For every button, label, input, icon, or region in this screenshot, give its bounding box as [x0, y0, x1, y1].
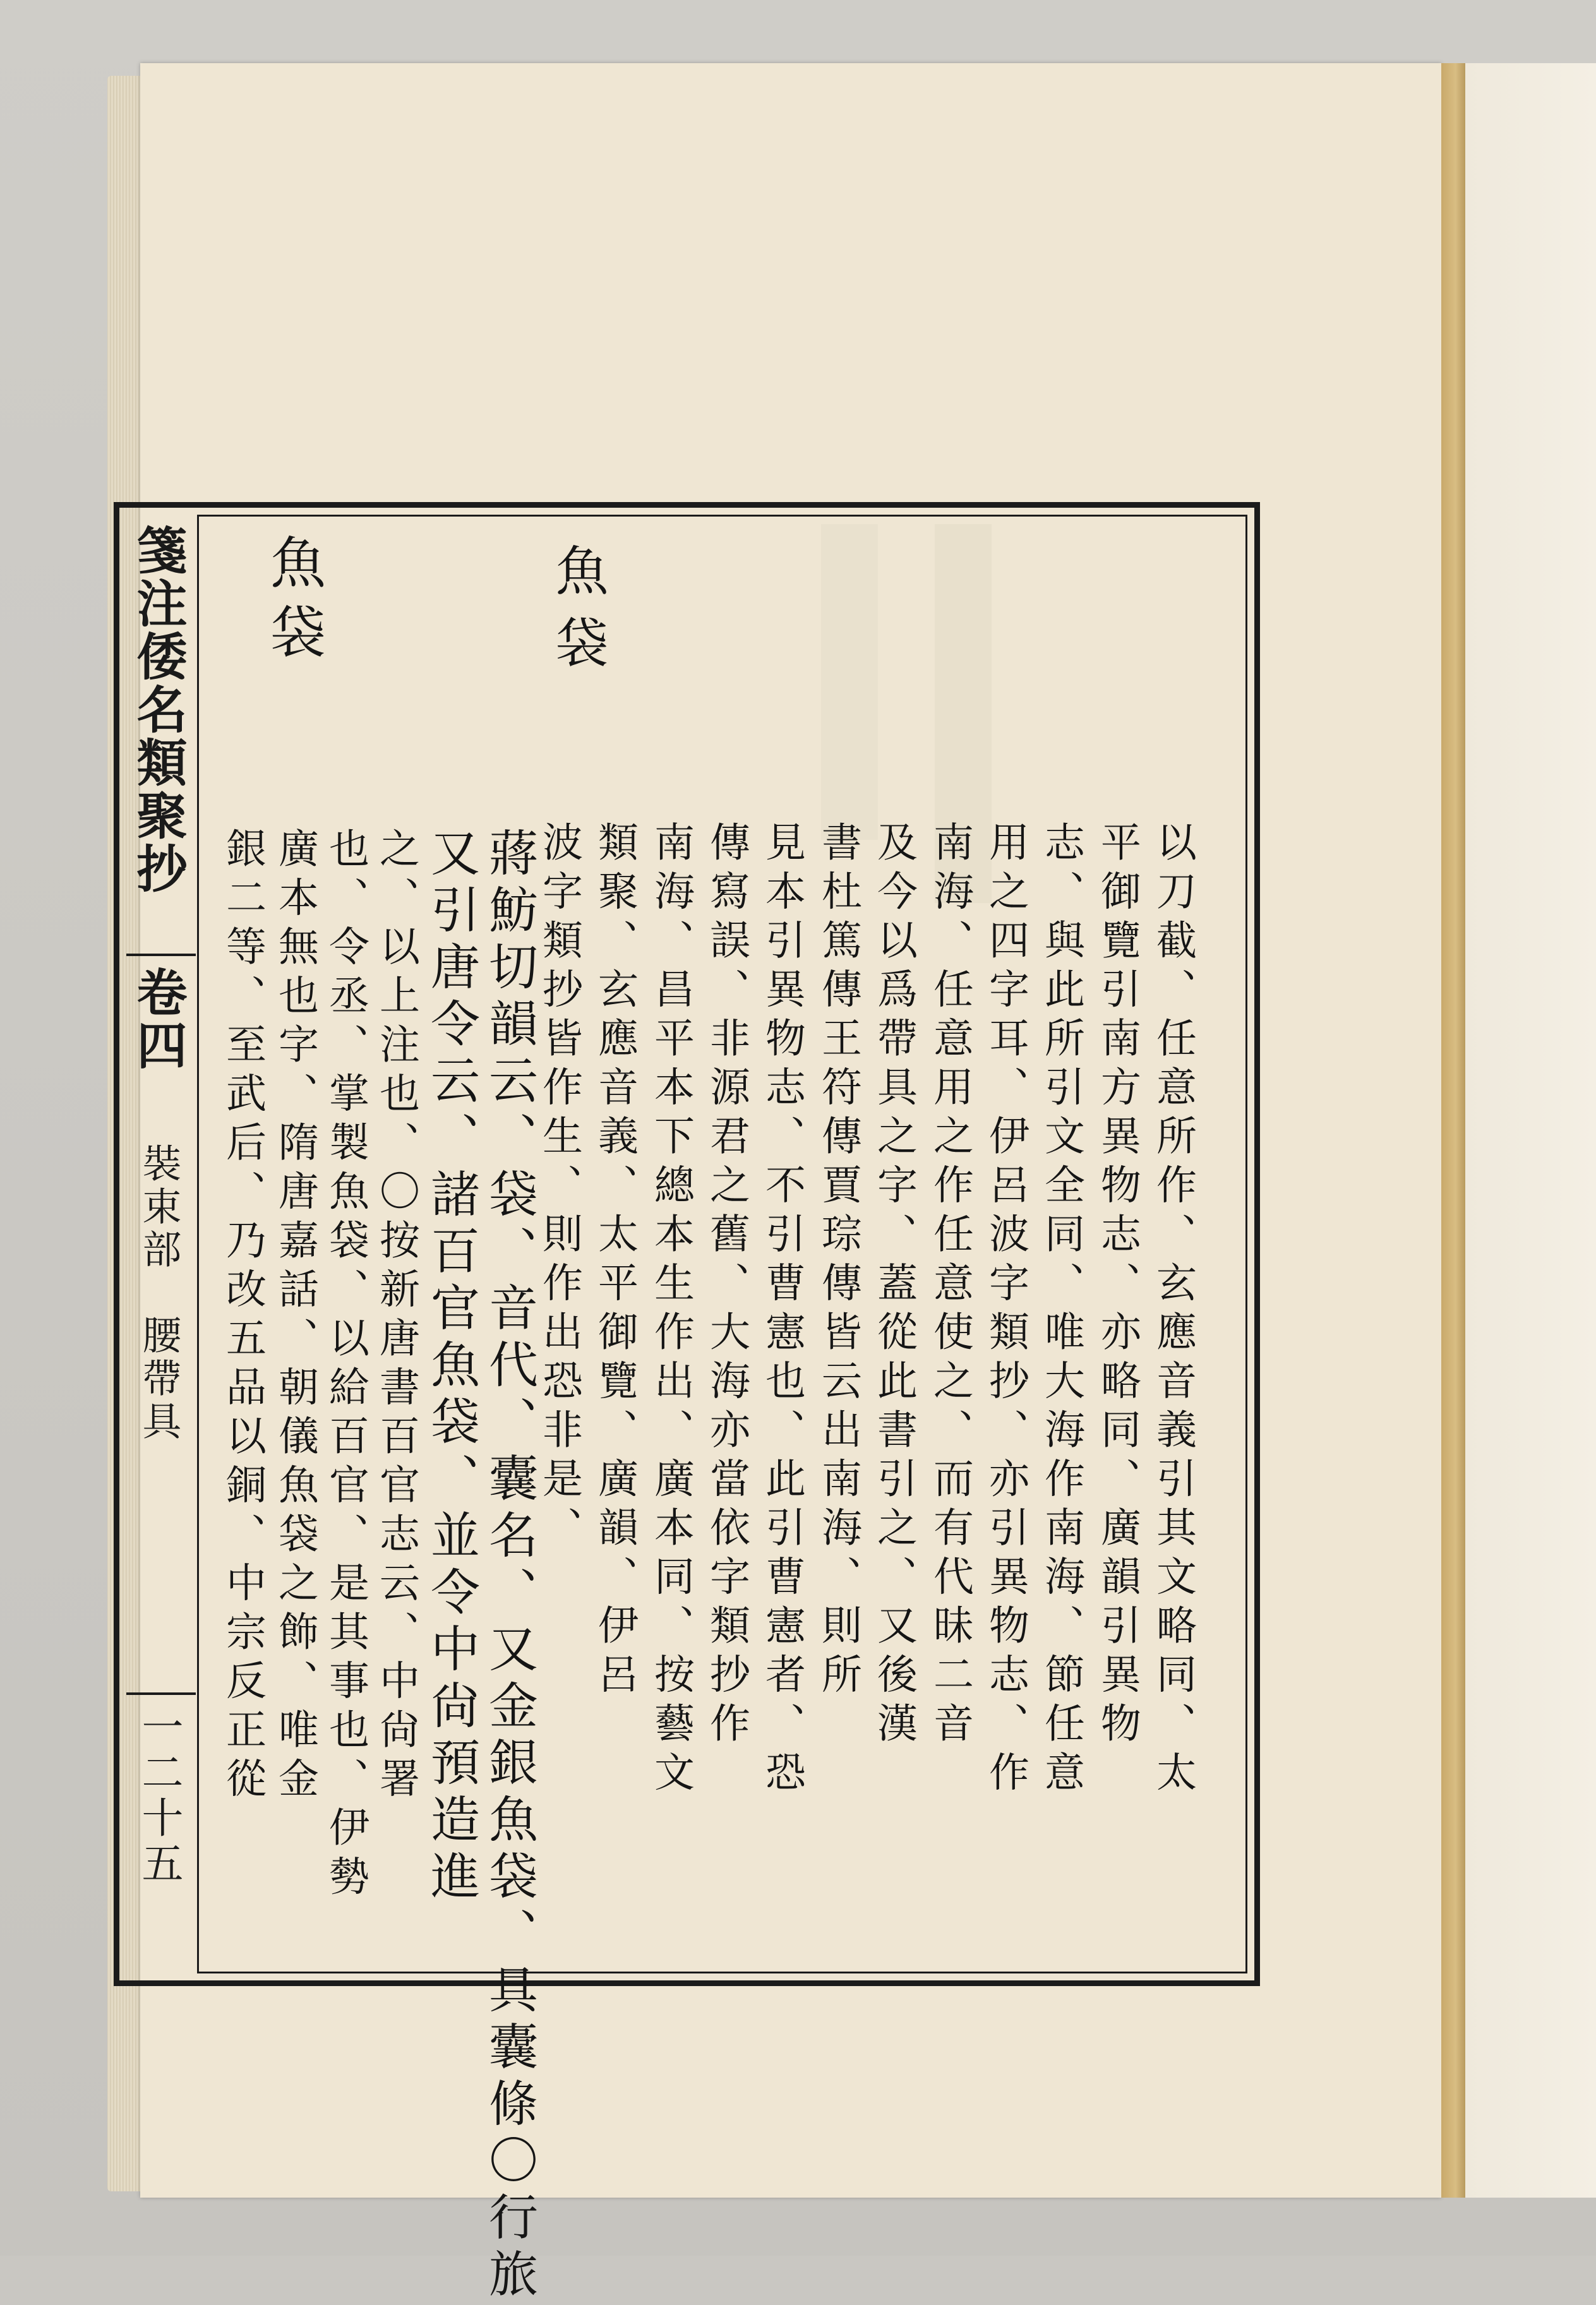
text-column: 平御覽引南方異物志、亦略同、廣韻引異物 — [1094, 821, 1141, 1751]
hashira-page-number: 一二十五 — [135, 1705, 183, 1887]
text-column: 傳寫誤、非源君之舊、大海亦當依字類抄作 — [703, 821, 750, 1751]
hashira-rule — [126, 954, 196, 956]
text-column: 見本引異物志、不引曹憲也、此引曹憲者、恐 — [759, 821, 805, 1800]
text-column: 蔣魴切韻云、袋、音代、囊名、又金銀魚袋、具囊條〇行旅 — [481, 827, 537, 2305]
text-column: 波字類抄皆作生、則作出恐非是、 — [536, 821, 582, 1555]
text-column: 南海、任意用之作任意使之、而有代昧二音 — [927, 821, 973, 1751]
text-column: 廣本無也字、隋唐嘉話、朝儀魚袋之飾、唯金 — [272, 827, 318, 1806]
entry-heading: 魚袋 — [547, 543, 609, 687]
text-column: 也、令丞、掌製魚袋、以給百官、是其事也、伊勢 — [322, 827, 369, 1904]
facing-page — [1465, 63, 1596, 2198]
text-column: 以刀截、任意所作、玄應音義引其文略同、太 — [1149, 821, 1196, 1800]
text-column: 用之四字耳、伊呂波字類抄、亦引異物志、作 — [982, 821, 1029, 1800]
hashira-title: 箋注倭名類聚抄 — [128, 524, 188, 895]
hashira-rule — [126, 1692, 196, 1695]
text-column: 類聚、玄應音義、太平御覽、廣韻、伊呂 — [591, 821, 638, 1702]
text-column: 書杜篤傳王符傳賈琮傳皆云出南海、則所 — [815, 821, 861, 1702]
binding-gutter — [1441, 63, 1465, 2198]
text-column: 銀二等、至武后、乃改五品以銅、中宗反正從 — [219, 827, 266, 1806]
text-column: 及今以爲帶具之字、蓋從此書引之、又後漢 — [870, 821, 917, 1751]
text-column: 之、以上注也、〇按新唐書百官志云、中尙署 — [373, 827, 419, 1806]
text-column: 志、與此所引文全同、唯大海作南海、節任意 — [1038, 821, 1084, 1800]
text-column: 南海、昌平本下總本生作出、廣本同、按藝文 — [647, 821, 694, 1800]
hashira-section: 裝束部 腰帶具 — [136, 1143, 182, 1444]
text-column: 又引唐令云、諸百官魚袋、並令中尙預造進 — [423, 827, 479, 1907]
hashira-volume: 卷四 — [128, 966, 188, 1072]
entry-heading: 魚袋 — [261, 534, 327, 673]
